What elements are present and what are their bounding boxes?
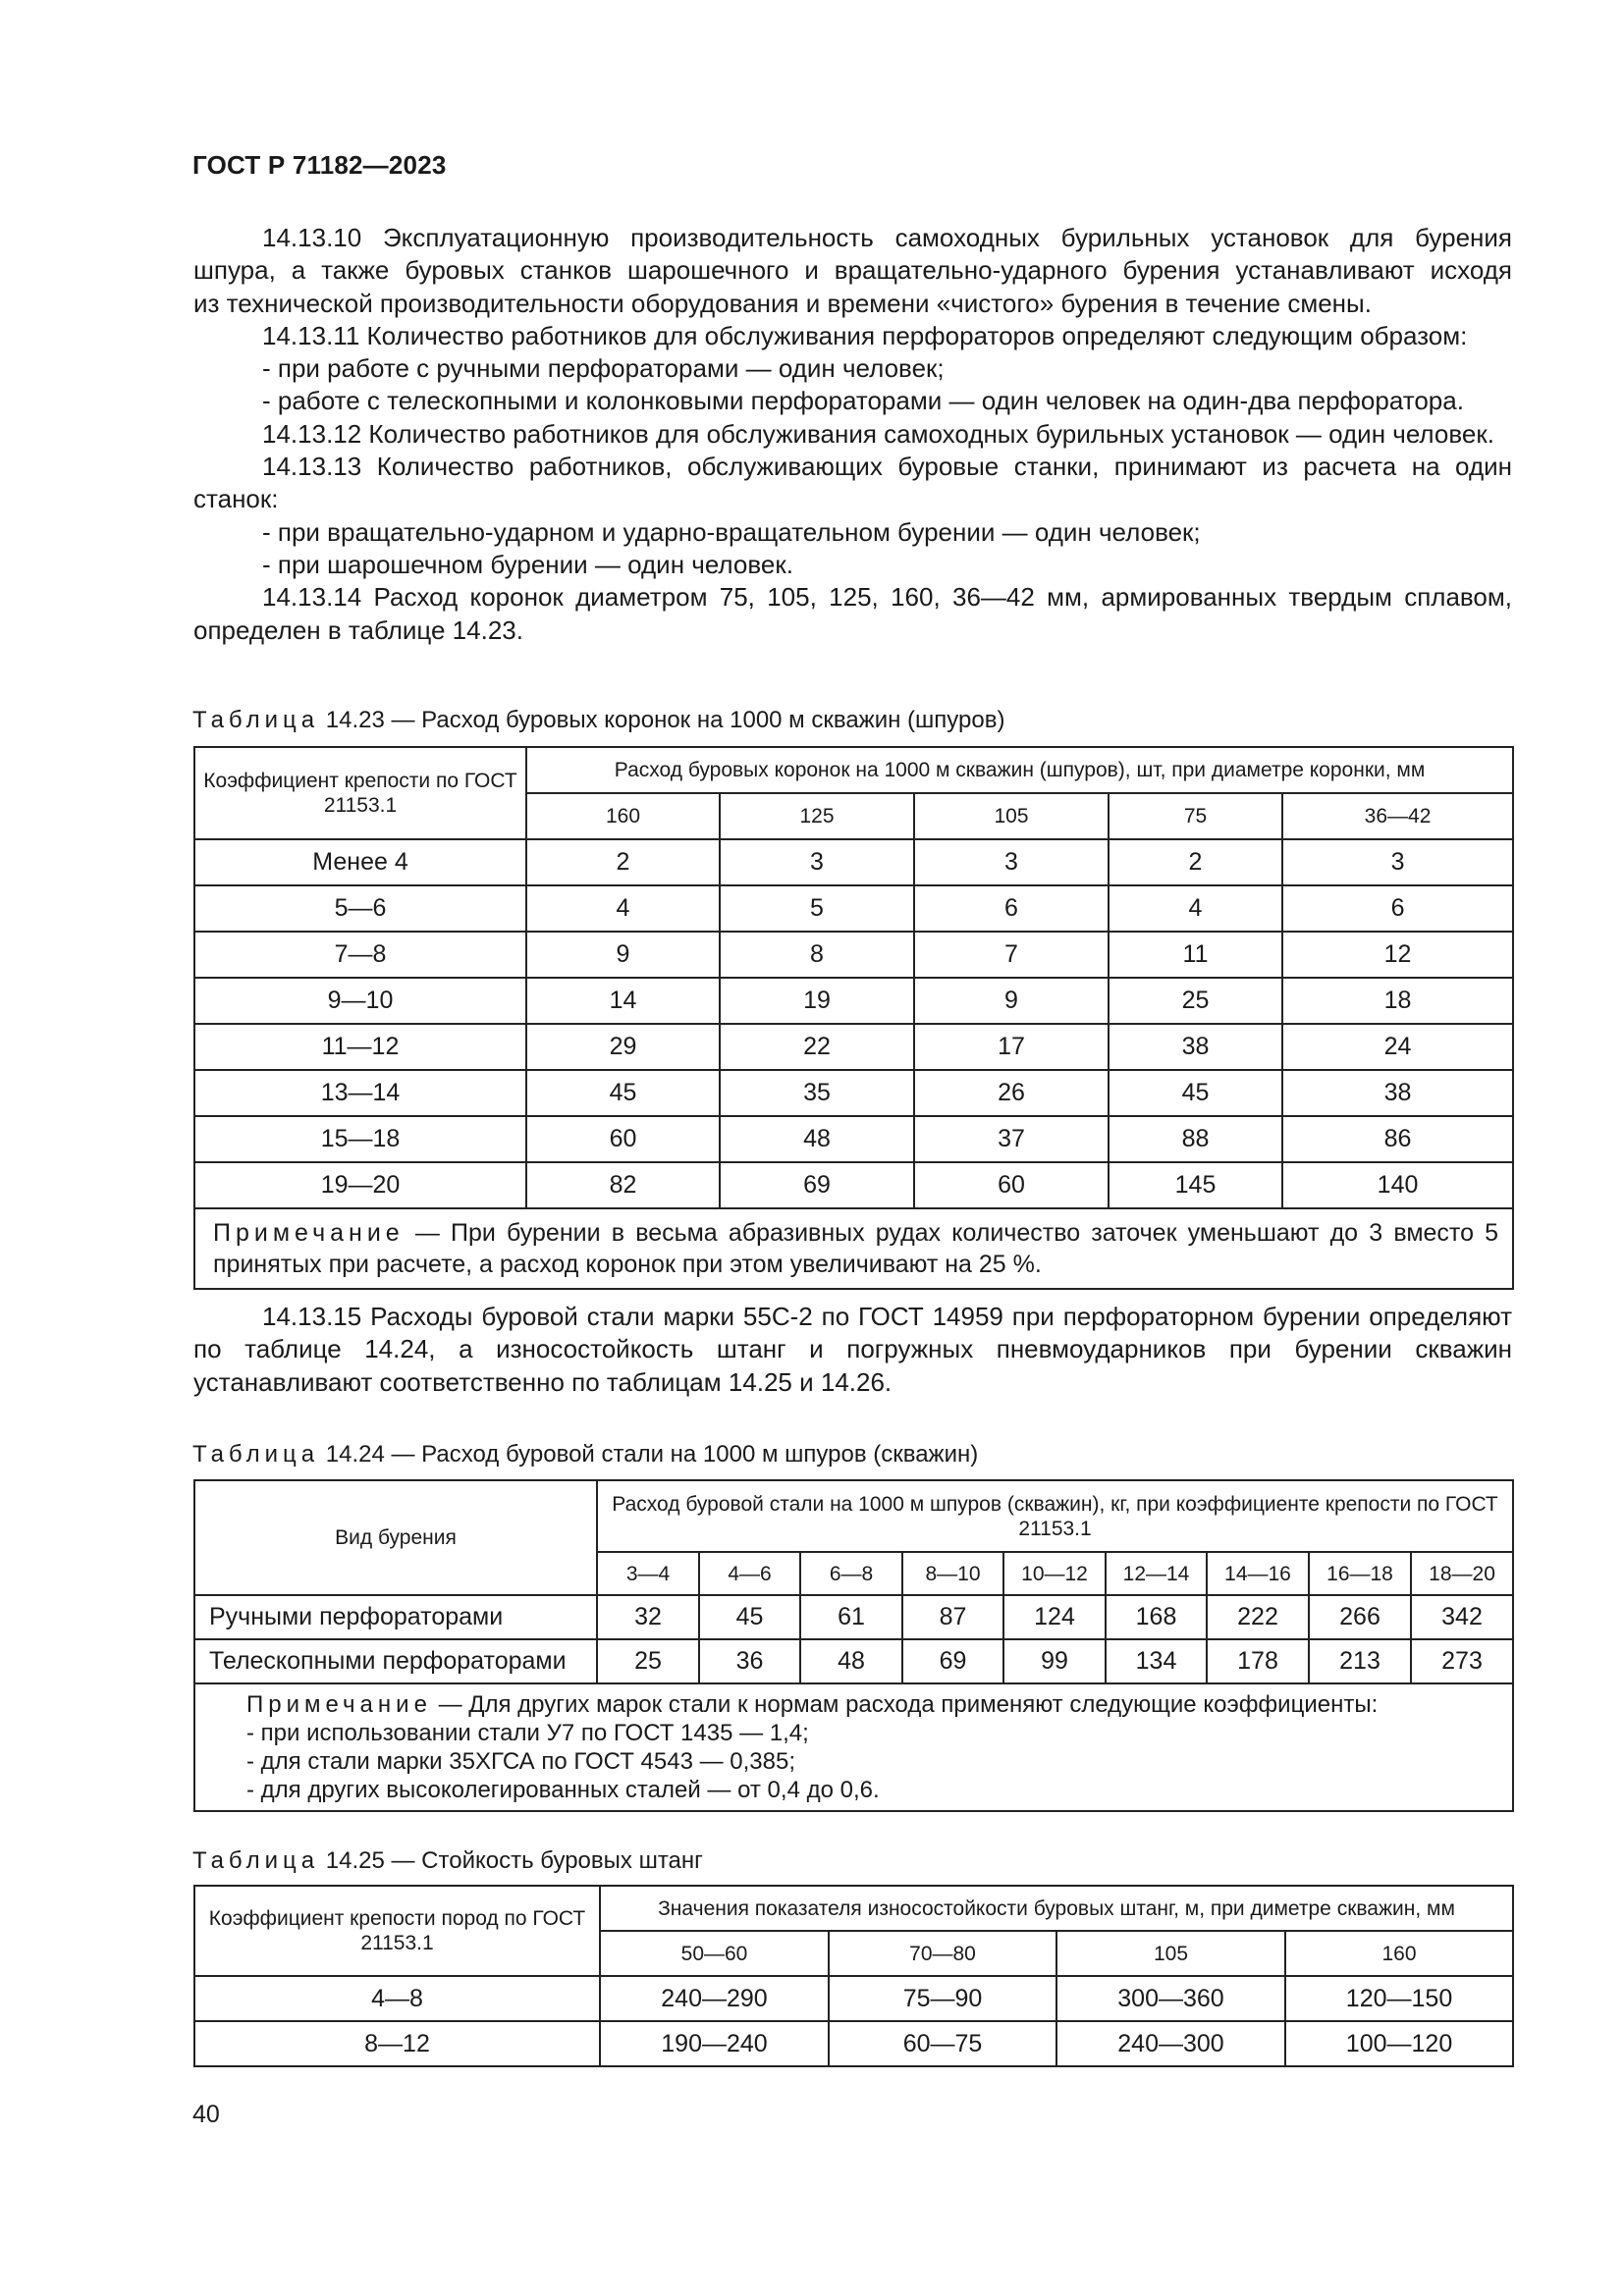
row-label: 11—12 bbox=[194, 1024, 526, 1070]
table-cell: 7 bbox=[914, 932, 1109, 978]
list-item: - при шарошечном бурении — один человек. bbox=[262, 549, 793, 579]
table-note bbox=[194, 1208, 1513, 1289]
row-label: 7—8 bbox=[194, 932, 526, 978]
caption-text: 14.23 — Расход буровых коронок на 1000 м скважин (шпуров) bbox=[319, 707, 1005, 733]
note-line bbox=[246, 1690, 1498, 1719]
table-cell: 9 bbox=[526, 932, 720, 978]
table-row bbox=[194, 1070, 1513, 1116]
table-cell: 82 bbox=[526, 1162, 720, 1208]
table-cell: 61 bbox=[800, 1595, 902, 1639]
table-cell: 124 bbox=[1003, 1595, 1106, 1639]
column-header: 3—4 bbox=[597, 1552, 699, 1595]
paragraph-14-13-15: 14.13.15 Расходы буровой стали марки 55С-2 по ГОСТ 14959 при перфораторном бурении определяют по таблице 14.24, а износостойкость штанг и погружных пневмоударников при бурении скважин устанавливают соответственно по таблицам 14.25 и 14.26. bbox=[193, 1302, 1512, 1397]
table-14-23 bbox=[193, 746, 1514, 1290]
table-cell: 29 bbox=[526, 1024, 720, 1070]
column-header: 36—42 bbox=[1282, 793, 1513, 839]
column-header: 125 bbox=[720, 793, 914, 839]
table-cell: 69 bbox=[902, 1639, 1003, 1683]
table-cell: 134 bbox=[1106, 1639, 1207, 1683]
table-cell: 240—290 bbox=[600, 1976, 829, 2021]
table-cell: 45 bbox=[526, 1070, 720, 1116]
row-label: 8—12 bbox=[194, 2021, 600, 2066]
table-cell: 60 bbox=[526, 1116, 720, 1162]
table-cell: 6 bbox=[1282, 885, 1513, 932]
table-cell: 22 bbox=[720, 1024, 914, 1070]
table-row bbox=[194, 1639, 1513, 1683]
table-cell: 9 bbox=[914, 978, 1109, 1024]
column-header: 12—14 bbox=[1106, 1552, 1207, 1595]
note-list-item: - при использовании стали У7 по ГОСТ 1435 — 1,4; bbox=[246, 1720, 809, 1746]
column-header: 105 bbox=[1056, 1931, 1285, 1976]
table-row bbox=[194, 932, 1513, 978]
table-cell: 342 bbox=[1411, 1595, 1513, 1639]
table-row bbox=[194, 1595, 1513, 1639]
table-row bbox=[194, 839, 1513, 885]
note-word: Примечание bbox=[246, 1691, 432, 1718]
table-cell: 2 bbox=[526, 839, 720, 885]
column-header: 6—8 bbox=[800, 1552, 902, 1595]
table-cell: 19 bbox=[720, 978, 914, 1024]
table-note-row bbox=[194, 1683, 1513, 1811]
table-row bbox=[194, 1116, 1513, 1162]
table-cell: 12 bbox=[1282, 932, 1513, 978]
note-list-item: - для других высоколегированных сталей — от 0,4 до 0,6. bbox=[246, 1777, 880, 1803]
table-cell: 140 bbox=[1282, 1162, 1513, 1208]
table-cell: 120—150 bbox=[1285, 1976, 1513, 2021]
table-cell: 4 bbox=[526, 885, 720, 932]
list-item: - при вращательно-ударном и ударно-вращательном бурении — один человек; bbox=[262, 516, 1201, 547]
note-word: Примечание bbox=[213, 1219, 405, 1247]
paragraph-14-13-11: 14.13.11 Количество работников для обслуживания перфораторов определяют следующим образом: bbox=[262, 320, 1468, 350]
page-number: 40 bbox=[192, 2101, 220, 2128]
column-header: 105 bbox=[914, 793, 1109, 839]
table-cell: 100—120 bbox=[1285, 2021, 1513, 2066]
table-cell: 178 bbox=[1207, 1639, 1309, 1683]
paragraph-14-13-10-line3: из технической производительности оборудования и времени «чистого» бурения в течение смены. bbox=[193, 288, 1372, 318]
caption-word: Таблица bbox=[192, 1847, 320, 1874]
table-cell: 145 bbox=[1109, 1162, 1282, 1208]
list-item: - при работе с ручными перфораторами — один человек; bbox=[262, 353, 945, 384]
table-cell: 24 bbox=[1282, 1024, 1513, 1070]
list-item: - работе с телескопными и колонковыми перфораторами — один человек на один-два перфоратора. bbox=[262, 386, 1464, 416]
row-label: 15—18 bbox=[194, 1116, 526, 1162]
table-cell: 25 bbox=[1109, 978, 1282, 1024]
table-cell: 86 bbox=[1282, 1116, 1513, 1162]
table-cell: 18 bbox=[1282, 978, 1513, 1024]
row-header: Коэффициент крепости по ГОСТ 21153.1 bbox=[194, 747, 526, 839]
table-row bbox=[194, 2021, 1513, 2066]
row-header: Вид бурения bbox=[194, 1480, 597, 1595]
table-cell: 11 bbox=[1109, 932, 1282, 978]
row-label: Телескопными перфораторами bbox=[194, 1639, 597, 1683]
caption-text: 14.24 — Расход буровой стали на 1000 м шпуров (скважин) bbox=[319, 1441, 979, 1468]
table-row bbox=[194, 1162, 1513, 1208]
column-header: 160 bbox=[526, 793, 720, 839]
table-cell: 8 bbox=[720, 932, 914, 978]
table-cell: 32 bbox=[597, 1595, 699, 1639]
group-header: Расход буровых коронок на 1000 м скважин (шпуров), шт, при диаметре коронки, мм bbox=[526, 747, 1513, 793]
table-cell: 17 bbox=[914, 1024, 1109, 1070]
row-label: 4—8 bbox=[194, 1976, 600, 2021]
body-text-2 bbox=[193, 1301, 1512, 1399]
table-cell: 213 bbox=[1309, 1639, 1411, 1683]
table-cell: 14 bbox=[526, 978, 720, 1024]
body-text bbox=[193, 222, 1512, 647]
table-cell: 3 bbox=[1282, 839, 1513, 885]
table-cell: 45 bbox=[1109, 1070, 1282, 1116]
note-list-item: - для стали марки 35ХГСА по ГОСТ 4543 — 0,385; bbox=[246, 1748, 795, 1775]
column-header: 50—60 bbox=[600, 1931, 829, 1976]
table-row bbox=[194, 885, 1513, 932]
table-cell: 60—75 bbox=[829, 2021, 1056, 2066]
table-cell: 3 bbox=[720, 839, 914, 885]
table-cell: 88 bbox=[1109, 1116, 1282, 1162]
table-cell: 190—240 bbox=[600, 2021, 829, 2066]
column-header: 75 bbox=[1109, 793, 1282, 839]
row-label: 5—6 bbox=[194, 885, 526, 932]
row-label: Ручными перфораторами bbox=[194, 1595, 597, 1639]
caption-text: 14.25 — Стойкость буровых штанг bbox=[319, 1847, 703, 1874]
table-cell: 38 bbox=[1109, 1024, 1282, 1070]
table-14-24 bbox=[193, 1479, 1514, 1812]
table-cell: 69 bbox=[720, 1162, 914, 1208]
column-header: 8—10 bbox=[902, 1552, 1003, 1595]
column-header: 70—80 bbox=[829, 1931, 1056, 1976]
table-cell: 25 bbox=[597, 1639, 699, 1683]
row-header: Коэффициент крепости пород по ГОСТ 21153.1 bbox=[194, 1886, 600, 1976]
paragraph-14-13-13: 14.13.13 Количество работников, обслуживающих буровые станки, принимают из расчета на один станок: bbox=[193, 452, 1512, 514]
table-cell: 87 bbox=[902, 1595, 1003, 1639]
table-cell: 48 bbox=[720, 1116, 914, 1162]
table-row bbox=[194, 978, 1513, 1024]
note-text: — При бурении в весьма абразивных рудах количество заточек уменьшают до 3 вместо 5 принятых при расчете, а расход коронок при этом увеличивают на 25 %. bbox=[213, 1219, 1499, 1278]
table-cell: 35 bbox=[720, 1070, 914, 1116]
table-cell: 38 bbox=[1282, 1070, 1513, 1116]
table-14-23-caption bbox=[192, 707, 1004, 734]
group-header: Расход буровой стали на 1000 м шпуров (скважин), кг, при коэффициенте крепости по ГОСТ 21153.1 bbox=[597, 1480, 1513, 1552]
paragraph-14-13-12: 14.13.12 Количество работников для обслуживания самоходных бурильных установок — один человек. bbox=[262, 418, 1494, 449]
table-cell: 48 bbox=[800, 1639, 902, 1683]
paragraph-14-13-10-line2: шпура, а также буровых станков шарошечного и вращательно-ударного бурения устанавливают исходя bbox=[193, 255, 1512, 286]
group-header: Значения показателя износостойкости буровых штанг, м, при диметре скважин, мм bbox=[600, 1886, 1513, 1931]
row-label: 9—10 bbox=[194, 978, 526, 1024]
table-cell: 3 bbox=[914, 839, 1109, 885]
paragraph-14-13-14: 14.13.14 Расход коронок диаметром 75, 105, 125, 160, 36—42 мм, армированных твердым сплавом, определен в таблице 14.23. bbox=[193, 582, 1512, 645]
table-cell: 60 bbox=[914, 1162, 1109, 1208]
table-cell: 2 bbox=[1109, 839, 1282, 885]
row-label: 13—14 bbox=[194, 1070, 526, 1116]
caption-word: Таблица bbox=[192, 1441, 320, 1468]
column-header: 10—12 bbox=[1003, 1552, 1106, 1595]
table-row bbox=[194, 1024, 1513, 1070]
table-cell: 99 bbox=[1003, 1639, 1106, 1683]
column-header: 14—16 bbox=[1207, 1552, 1309, 1595]
table-cell: 37 bbox=[914, 1116, 1109, 1162]
table-note bbox=[194, 1683, 1513, 1811]
table-14-24-caption bbox=[192, 1441, 978, 1468]
column-header: 160 bbox=[1285, 1931, 1513, 1976]
column-header: 4—6 bbox=[699, 1552, 800, 1595]
table-14-25-caption bbox=[192, 1847, 703, 1875]
table-cell: 273 bbox=[1411, 1639, 1513, 1683]
row-label: 19—20 bbox=[194, 1162, 526, 1208]
table-cell: 36 bbox=[699, 1639, 800, 1683]
note-text: — Для других марок стали к нормам расхода применяют следующие коэффициенты: bbox=[431, 1691, 1379, 1718]
table-cell: 45 bbox=[699, 1595, 800, 1639]
table-cell: 222 bbox=[1207, 1595, 1309, 1639]
table-14-25 bbox=[193, 1885, 1514, 2067]
table-cell: 4 bbox=[1109, 885, 1282, 932]
table-cell: 6 bbox=[914, 885, 1109, 932]
document-header: ГОСТ Р 71182—2023 bbox=[192, 150, 447, 180]
table-cell: 300—360 bbox=[1056, 1976, 1285, 2021]
caption-word: Таблица bbox=[192, 707, 320, 733]
table-row bbox=[194, 1976, 1513, 2021]
table-cell: 5 bbox=[720, 885, 914, 932]
table-cell: 75—90 bbox=[829, 1976, 1056, 2021]
row-label: Менее 4 bbox=[194, 839, 526, 885]
paragraph-14-13-10-line1: 14.13.10 Эксплуатационную производительность самоходных бурильных установок для бурения bbox=[262, 223, 1512, 252]
column-header: 18—20 bbox=[1411, 1552, 1513, 1595]
table-note-row bbox=[194, 1208, 1513, 1289]
table-cell: 26 bbox=[914, 1070, 1109, 1116]
table-cell: 168 bbox=[1106, 1595, 1207, 1639]
table-cell: 240—300 bbox=[1056, 2021, 1285, 2066]
column-header: 16—18 bbox=[1309, 1552, 1411, 1595]
table-cell: 266 bbox=[1309, 1595, 1411, 1639]
